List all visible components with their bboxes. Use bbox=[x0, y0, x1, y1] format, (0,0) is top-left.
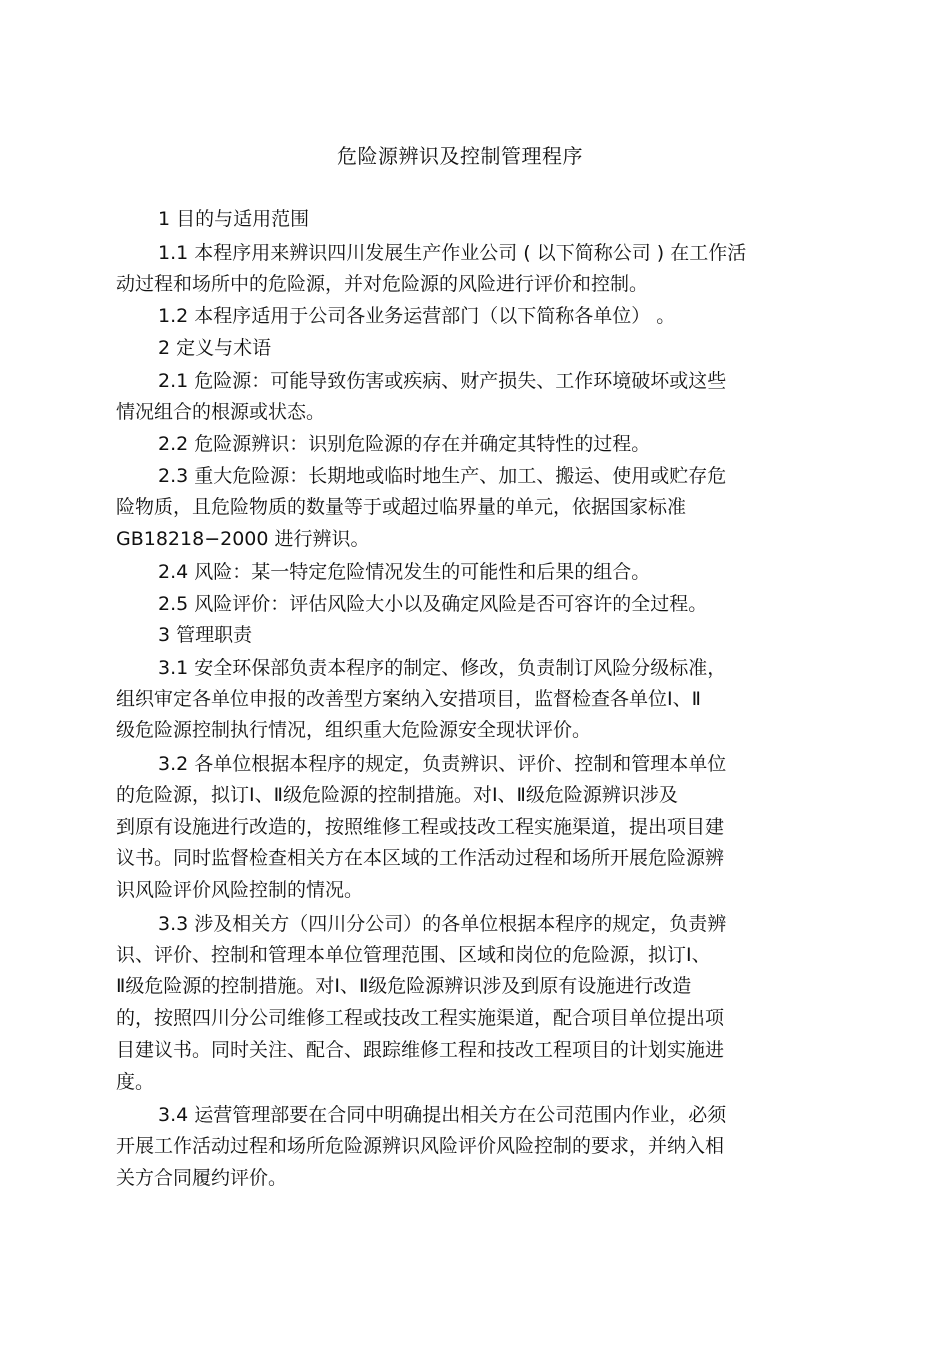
paragraph-line: Ⅱ级危险源的控制措施。对Ⅰ、Ⅱ级危险源辨识涉及到原有设施进行改造 bbox=[116, 975, 692, 997]
paragraph-line: 险物质，且危险物质的数量等于或超过临界量的单元，依据国家标准 bbox=[116, 496, 687, 518]
paragraph-line: 度。 bbox=[116, 1071, 155, 1093]
document-title: 危险源辨识及控制管理程序 bbox=[337, 144, 583, 168]
paragraph-line: 3.3 涉及相关方（四川分公司）的各单位根据本程序的规定，负责辨 bbox=[158, 913, 727, 935]
paragraph-line: 议书。同时监督检查相关方在本区域的工作活动过程和场所开展危险源辨 bbox=[116, 847, 725, 869]
paragraph-line: 的，按照四川分公司维修工程或技改工程实施渠道，配合项目单位提出项 bbox=[116, 1007, 725, 1029]
paragraph-line: 1.2 本程序适用于公司各业务运营部门（以下简称各单位） 。 bbox=[158, 305, 676, 327]
paragraph-line: 到原有设施进行改造的，按照维修工程或技改工程实施渠道，提出项目建 bbox=[116, 816, 725, 838]
paragraph-line: 目建议书。同时关注、配合、跟踪维修工程和技改工程项目的计划实施进 bbox=[116, 1039, 725, 1061]
paragraph-line: 开展工作活动过程和场所危险源辨识风险评价风险控制的要求，并纳入相 bbox=[116, 1135, 725, 1157]
paragraph-line: 关方合同履约评价。 bbox=[116, 1167, 288, 1189]
paragraph-line: 3.4 运营管理部要在合同中明确提出相关方在公司范围内作业，必须 bbox=[158, 1104, 727, 1126]
paragraph-line: 动过程和场所中的危险源，并对危险源的风险进行评价和控制。 bbox=[116, 273, 649, 295]
paragraph-line: 2.3 重大危险源：长期地或临时地生产、加工、搬运、使用或贮存危 bbox=[158, 465, 727, 487]
section-heading: 3 管理职责 bbox=[158, 624, 253, 646]
paragraph-line: 2.2 危险源辨识：识别危险源的存在并确定其特性的过程。 bbox=[158, 433, 651, 455]
paragraph-line: GB18218−2000 进行辨识。 bbox=[116, 528, 370, 550]
paragraph-line: 2.1 危险源：可能导致伤害或疾病、财产损失、工作环境破坏或这些 bbox=[158, 370, 727, 392]
paragraph-line: 组织审定各单位申报的改善型方案纳入安措项目，监督检查各单位Ⅰ、Ⅱ bbox=[116, 688, 701, 710]
section-heading: 1 目的与适用范围 bbox=[158, 208, 310, 230]
paragraph-line: 3.1 安全环保部负责本程序的制定、修改，负责制订风险分级标准， bbox=[158, 657, 727, 679]
paragraph-line: 的危险源，拟订Ⅰ、Ⅱ级危险源的控制措施。对Ⅰ、Ⅱ级危险源辨识涉及 bbox=[116, 784, 678, 806]
paragraph-line: 2.4 风险：某一特定危险情况发生的可能性和后果的组合。 bbox=[158, 561, 651, 583]
paragraph-line: 3.2 各单位根据本程序的规定，负责辨识、评价、控制和管理本单位 bbox=[158, 753, 727, 775]
paragraph-line: 识、评价、控制和管理本单位管理范围、区域和岗位的危险源，拟订Ⅰ、 bbox=[116, 944, 711, 966]
paragraph-line: 1.1 本程序用来辨识四川发展生产作业公司 ( 以下简称公司 ) 在工作活 bbox=[158, 242, 747, 264]
paragraph-line: 识风险评价风险控制的情况。 bbox=[116, 879, 364, 901]
paragraph-line: 2.5 风险评价：评估风险大小以及确定风险是否可容许的全过程。 bbox=[158, 593, 708, 615]
paragraph-line: 情况组合的根源或状态。 bbox=[116, 401, 326, 423]
section-heading: 2 定义与术语 bbox=[158, 337, 272, 359]
paragraph-line: 级危险源控制执行情况，组织重大危险源安全现状评价。 bbox=[116, 719, 592, 741]
